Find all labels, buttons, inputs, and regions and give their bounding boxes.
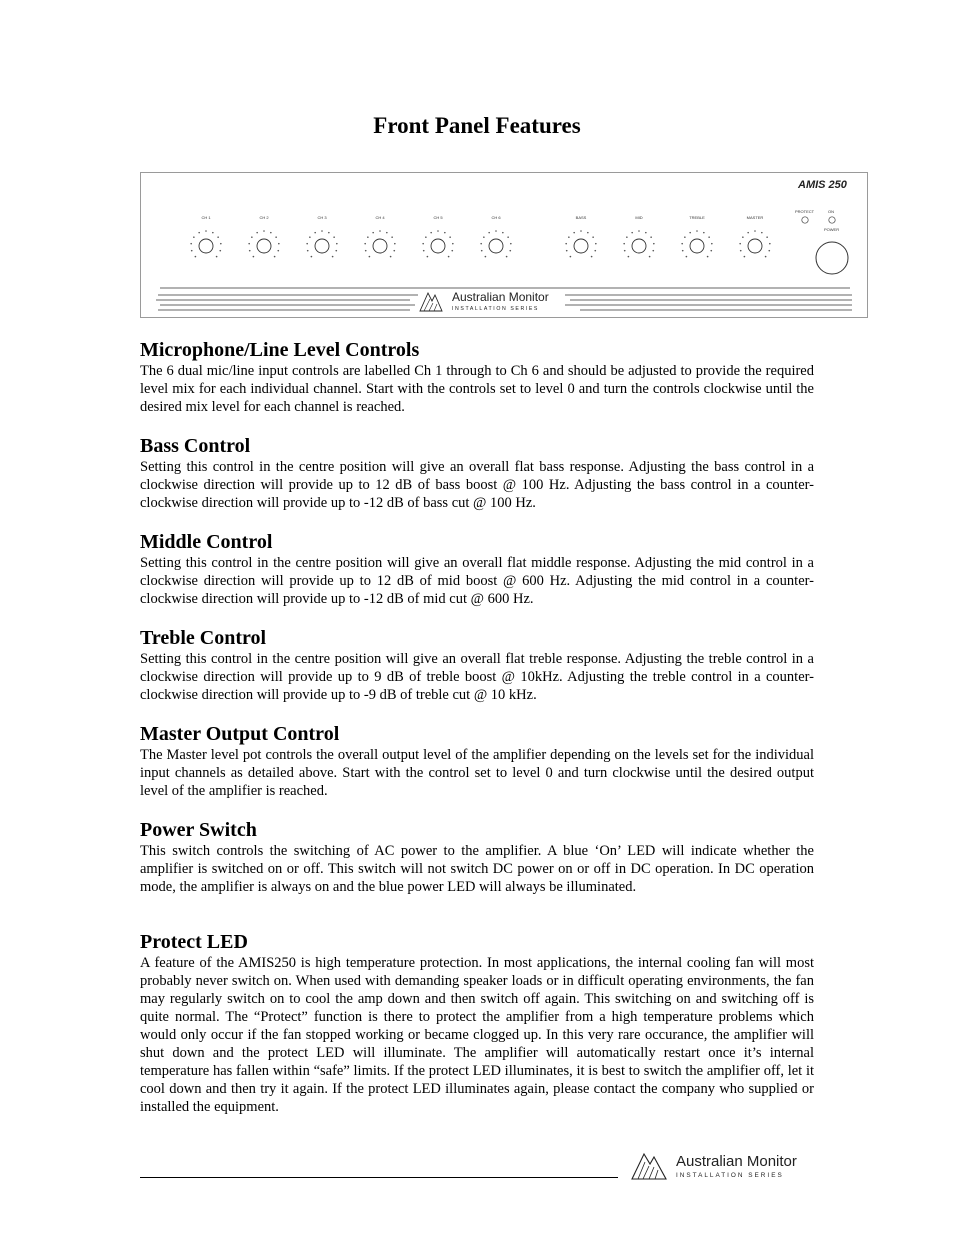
on-label: ON [828, 209, 834, 214]
panel-knob-scale-dot [195, 256, 197, 258]
panel-knob-scale-dot [580, 230, 582, 232]
section-heading: Power Switch [140, 819, 257, 841]
panel-knob-scale-dot [509, 250, 511, 252]
panel-knob-scale-dot [314, 232, 316, 234]
panel-knob-scale-dot [766, 236, 768, 238]
section-body: The Master level pot controls the overall output level of the amplifier depending on the levels set for the individual input channels as detailed above. Start with the control set to level 0 and turn clockwise until the desired output level of the amplifier is reached. [140, 747, 814, 799]
panel-knob-scale-dot [645, 232, 647, 234]
panel-knob-scale-dot [495, 230, 497, 232]
panel-knob-scale-dot [624, 250, 626, 252]
panel-knob-scale-dot [510, 243, 512, 245]
panel-knob-scale-dot [430, 232, 432, 234]
section-body: Setting this control in the centre position will give an overall flat middle response. Adjusting the mid control in a clockwise direction will provide up to 12 dB of mid boost @ 600 Hz. Adjusting the mid control in a counter-clockwise direction will provide up to -12 dB of mid cut @ 600 Hz. [140, 555, 814, 607]
panel-knob-scale-dot [328, 232, 330, 234]
panel-knob-scale-dot [652, 250, 654, 252]
panel-knob-scale-dot [591, 256, 593, 258]
page-title: Front Panel Features [373, 113, 581, 138]
panel-knob-scale-dot [193, 236, 195, 238]
panel-knob-scale-dot [594, 250, 596, 252]
panel-knob-scale-dot [638, 230, 640, 232]
panel-knob-scale-dot [332, 256, 334, 258]
panel-knob-scale-dot [365, 250, 367, 252]
panel-knob-scale-dot [449, 236, 451, 238]
section-heading: Protect LED [140, 931, 248, 953]
panel-knob-scale-dot [191, 250, 193, 252]
panel-knob-label: CH 5 [433, 215, 443, 220]
panel-knob-scale-dot [275, 236, 277, 238]
panel-knob-scale-dot [335, 250, 337, 252]
section-mic-line [140, 338, 814, 416]
panel-knob-label: CH 2 [259, 215, 269, 220]
panel-knob-scale-dot [485, 256, 487, 258]
panel-knob-scale-dot [198, 232, 200, 234]
panel-knob-scale-dot [333, 236, 335, 238]
panel-knob-scale-dot [391, 236, 393, 238]
panel-knob-scale-dot [249, 250, 251, 252]
panel-knob-scale-dot [390, 256, 392, 258]
panel-knob-scale-dot [307, 250, 309, 252]
panel-knob-scale-dot [336, 243, 338, 245]
panel-knob-scale-dot [684, 236, 686, 238]
panel-knob-scale-dot [205, 230, 207, 232]
panel-knob-scale-dot [483, 236, 485, 238]
panel-knob-label: CH 3 [317, 215, 327, 220]
section-body: Setting this control in the centre position will give an overall flat bass response. Adjusting the bass control in a clockwise direction will provide up to 12 dB of bass boost @ 100 Hz. Adjusting the bass control in a counter-clockwise direction will provide up to -12 dB of bass cut @ 100 Hz. [140, 459, 814, 511]
panel-knob-scale-dot [217, 236, 219, 238]
panel-knob-scale-dot [219, 250, 221, 252]
section-body: A feature of the AMIS250 is high temperature protection. In most applications, the internal cooling fan will most probably never switch on. When used with demanding speaker loads or in difficult operating environments, the fan may regularly switch on to cool the amp down and then switch off again. This switching on and switching off is quite normal. The “Protect” function is there to protect the amplifier from a high temperature problems which would only occur if the fan stopped working or became clogged up. In this very rare occurance, the amplifier will shut down and the protect LED will illuminate. The amplifier will automatically restart once it’s internal temperature has fallen within “safe” limits. If the protect LED illuminates, it is best to switch the amplifier off, let it cool down and then try it again. If the protect LED illuminates again, please contact the company who supplied or installed the equipment. [140, 955, 814, 1115]
panel-knob-scale-dot [592, 236, 594, 238]
panel-knob-scale-dot [566, 250, 568, 252]
panel-knob-scale-dot [573, 232, 575, 234]
panel-knob-scale-dot [626, 236, 628, 238]
panel-knob-scale-dot [216, 256, 218, 258]
footer-rule [140, 1177, 618, 1178]
panel-knob-scale-dot [682, 250, 684, 252]
panel-knob-scale-dot [623, 243, 625, 245]
footer-brand-logo [630, 1150, 820, 1187]
panel-knob-scale-dot [502, 232, 504, 234]
panel-knob-scale-dot [212, 232, 214, 234]
panel-knob-scale-dot [220, 243, 222, 245]
panel-knob-scale-dot [649, 256, 651, 258]
panel-knob-label: CH 4 [375, 215, 385, 220]
panel-knob-scale-dot [444, 232, 446, 234]
section-heading: Master Output Control [140, 723, 340, 745]
panel-knob-scale-dot [448, 256, 450, 258]
panel-knob-scale-dot [274, 256, 276, 258]
section-body: The 6 dual mic/line input controls are labelled Ch 1 through to Ch 6 and should be adjusted to provide the required level mix for each individual channel. Start with the controls set to level 0 and turn the controls clockwise until the desired mix level for each channel is reached. [140, 363, 814, 415]
panel-knob-scale-dot [707, 256, 709, 258]
panel-knob-scale-dot [631, 232, 633, 234]
footer-brand-series: INSTALLATION SERIES [676, 1172, 784, 1179]
panel-model-label: AMIS 250 [798, 179, 847, 191]
panel-knob-scale-dot [742, 236, 744, 238]
section-master [140, 722, 814, 800]
panel-knob-scale-dot [423, 250, 425, 252]
panel-knob-scale-dot [595, 243, 597, 245]
panel-knob-scale-dot [710, 250, 712, 252]
panel-knob-scale-dot [754, 230, 756, 232]
panel-knob-scale-dot [747, 232, 749, 234]
panel-knob-scale-dot [427, 256, 429, 258]
panel-knob-scale-dot [270, 232, 272, 234]
panel-knob-scale-dot [422, 243, 424, 245]
panel-knob-scale-dot [488, 232, 490, 234]
panel-knob-scale-dot [650, 236, 652, 238]
panel-knob-scale-dot [565, 243, 567, 245]
panel-knob-scale-dot [256, 232, 258, 234]
panel-knob-scale-dot [765, 256, 767, 258]
panel-knob-scale-dot [306, 243, 308, 245]
section-middle [140, 530, 814, 608]
panel-knob-scale-dot [364, 243, 366, 245]
document-body [140, 338, 814, 1116]
panel-knob-scale-dot [277, 250, 279, 252]
protect-label: PROTECT [795, 209, 815, 214]
power-label: POWER [824, 227, 840, 232]
panel-knob-scale-dot [506, 256, 508, 258]
panel-knob-scale-dot [425, 236, 427, 238]
panel-knob-scale-dot [769, 243, 771, 245]
panel-knob-scale-dot [321, 230, 323, 232]
panel-knob-scale-dot [708, 236, 710, 238]
section-body: This switch controls the switching of AC power to the amplifier. A blue ‘On’ LED will indicate whether the amplifier is switched on or off. This switch will not switch DC power on or off in DC operation. In DC operation mode, the amplifier is always on and the blue power LED will always be illuminated. [140, 843, 814, 895]
panel-knob-scale-dot [768, 250, 770, 252]
panel-knob-scale-dot [628, 256, 630, 258]
panel-knob-scale-dot [689, 232, 691, 234]
panel-knob-scale-dot [372, 232, 374, 234]
section-protect [140, 930, 814, 1116]
panel-knob-scale-dot [696, 230, 698, 232]
panel-knob-scale-dot [452, 243, 454, 245]
panel-knob-scale-dot [309, 236, 311, 238]
section-heading: Microphone/Line Level Controls [140, 339, 420, 361]
section-heading: Middle Control [140, 531, 273, 553]
panel-knob-scale-dot [393, 250, 395, 252]
panel-knob-scale-dot [437, 230, 439, 232]
front-panel-diagram [140, 172, 868, 318]
panel-knob-scale-dot [568, 236, 570, 238]
panel-knob-label: MID [635, 215, 643, 220]
panel-knob-scale-dot [367, 236, 369, 238]
panel-knob-label: BASS [575, 215, 587, 220]
panel-knob-scale-dot [507, 236, 509, 238]
panel-knob-label: CH 1 [201, 215, 211, 220]
section-body: Setting this control in the centre position will give an overall flat treble response. Adjusting the treble control in a clockwise direction will provide up to 9 dB of treble boost @ 10kHz. Adjusting the treble control in a counter-clockwise direction will provide up to -9 dB of treble cut @ 10 kHz. [140, 651, 814, 703]
section-treble [140, 626, 814, 704]
panel-knob-scale-dot [711, 243, 713, 245]
panel-knob-scale-dot [278, 243, 280, 245]
panel-knob-scale-dot [744, 256, 746, 258]
panel-knob-scale-dot [703, 232, 705, 234]
panel-knob-scale-dot [190, 243, 192, 245]
panel-knob-scale-dot [451, 250, 453, 252]
panel-knob-scale-dot [248, 243, 250, 245]
panel-knob-scale-dot [686, 256, 688, 258]
panel-knob-scale-dot [253, 256, 255, 258]
section-bass [140, 434, 814, 512]
panel-knob-scale-dot [481, 250, 483, 252]
panel-knob-scale-dot [311, 256, 313, 258]
panel-knob-scale-dot [761, 232, 763, 234]
panel-knob-scale-dot [263, 230, 265, 232]
panel-knob-scale-dot [653, 243, 655, 245]
panel-knob-label: CH 6 [491, 215, 501, 220]
panel-knob-scale-dot [740, 250, 742, 252]
panel-knob-scale-dot [587, 232, 589, 234]
panel-knob-scale-dot [386, 232, 388, 234]
panel-knob-label: MASTER [746, 215, 764, 220]
footer-brand-name: Australian Monitor [676, 1153, 797, 1170]
panel-knob-scale-dot [681, 243, 683, 245]
panel-knob-scale-dot [251, 236, 253, 238]
section-heading: Treble Control [140, 627, 267, 649]
panel-knob-scale-dot [570, 256, 572, 258]
panel-knob-scale-dot [394, 243, 396, 245]
panel-knob-label: TREBLE [689, 215, 705, 220]
section-power [140, 818, 814, 896]
panel-brand-series: INSTALLATION SERIES [452, 306, 539, 312]
panel-brand-name: Australian Monitor [452, 290, 549, 304]
panel-knob-scale-dot [480, 243, 482, 245]
section-heading: Bass Control [140, 435, 251, 457]
panel-knob-scale-dot [369, 256, 371, 258]
panel-knob-scale-dot [739, 243, 741, 245]
panel-knob-scale-dot [379, 230, 381, 232]
